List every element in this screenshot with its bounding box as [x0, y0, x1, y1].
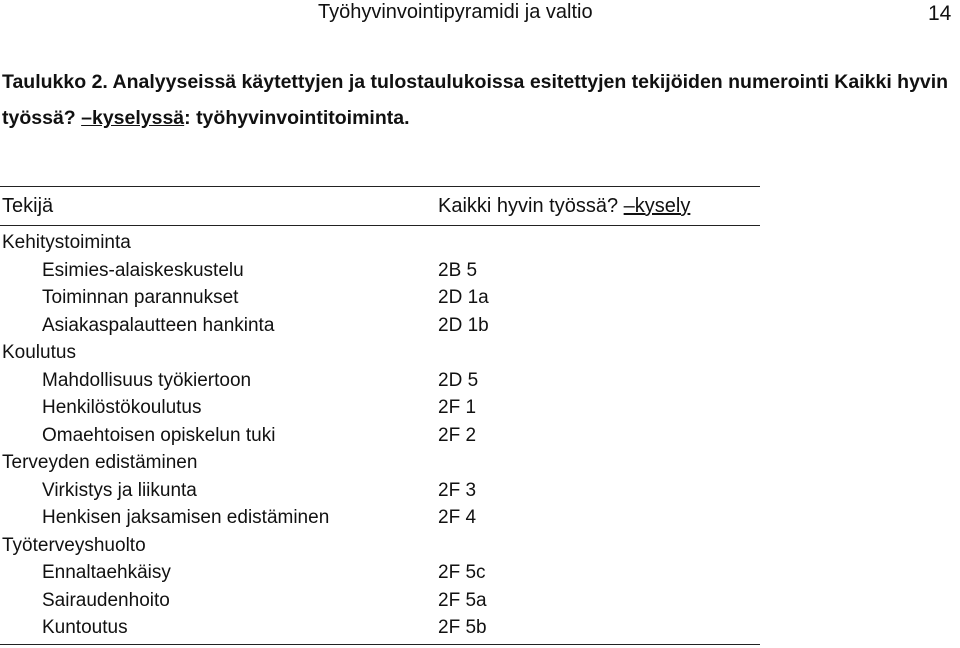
row-label: Kuntoutus — [42, 617, 128, 638]
column-header-factor: Tekijä — [2, 195, 54, 217]
table-row — [0, 614, 760, 642]
table-row — [0, 284, 760, 312]
survey-header-prefix: Kaikki hyvin työssä? — [438, 195, 624, 217]
row-label: Sairaudenhoito — [42, 589, 170, 611]
table-group-row — [0, 532, 760, 560]
row-label: Mahdollisuus työkiertoon — [42, 369, 252, 391]
caption-underlined: –kyselyssä — [81, 107, 185, 129]
row-label: Virkistys ja liikunta — [42, 479, 197, 501]
row-code: 2D 5 — [438, 369, 479, 391]
table-group-row — [0, 449, 760, 477]
table-row — [0, 477, 760, 505]
survey-header-underlined: –kysely — [623, 195, 691, 217]
table-row — [0, 422, 760, 450]
table-row — [0, 257, 760, 285]
caption-text: Analyyseissä käytettyjen ja tulostaulukoissa esitettyjen tekijöiden numerointi Kaikki hyvin työssä? — [2, 71, 949, 129]
numbering-table — [0, 186, 760, 645]
row-code: 2F 2 — [438, 424, 477, 446]
row-label: Työterveyshuolto — [2, 534, 146, 556]
running-title: Työhyvinvointipyramidi ja valtio — [318, 1, 593, 23]
row-code: 2F 5c — [438, 562, 486, 583]
table-row — [0, 312, 760, 340]
row-label: Esimies-alaiskeskustelu — [42, 259, 244, 281]
table-header — [0, 187, 760, 226]
row-code: 2F 3 — [438, 479, 477, 501]
row-code: 2D 1a — [438, 287, 489, 308]
row-code: 2F 5b — [438, 617, 487, 638]
table-row — [0, 504, 760, 532]
table-body — [0, 226, 760, 644]
row-code: 2F 5a — [438, 589, 487, 611]
table-row — [0, 367, 760, 395]
row-label: Henkisen jaksamisen edistäminen — [42, 507, 330, 528]
row-label: Asiakaspalautteen hankinta — [42, 314, 275, 336]
row-label: Toiminnan parannukset — [42, 287, 239, 308]
row-code: 2F 4 — [438, 507, 477, 528]
page-number: 14 — [928, 2, 952, 25]
table-row — [0, 394, 760, 422]
row-code: 2D 1b — [438, 314, 489, 336]
row-code: 2F 1 — [438, 397, 477, 418]
table-caption — [2, 64, 952, 136]
row-label: Omaehtoisen opiskelun tuki — [42, 424, 276, 446]
row-label: Koulutus — [2, 342, 76, 363]
table-row — [0, 587, 760, 615]
row-code: 2B 5 — [438, 259, 478, 281]
table-group-row — [0, 339, 760, 367]
table-row — [0, 559, 760, 587]
table-group-row — [0, 229, 760, 257]
row-label: Ennaltaehkäisy — [42, 562, 171, 583]
row-label: Kehitystoiminta — [2, 232, 131, 253]
row-label: Terveyden edistäminen — [2, 452, 198, 473]
caption-label: Taulukko 2. — [2, 71, 108, 93]
row-label: Henkilöstökoulutus — [42, 397, 202, 418]
column-header-survey — [438, 187, 690, 225]
caption-text-end: : työhyvinvointitoiminta. — [184, 107, 410, 129]
